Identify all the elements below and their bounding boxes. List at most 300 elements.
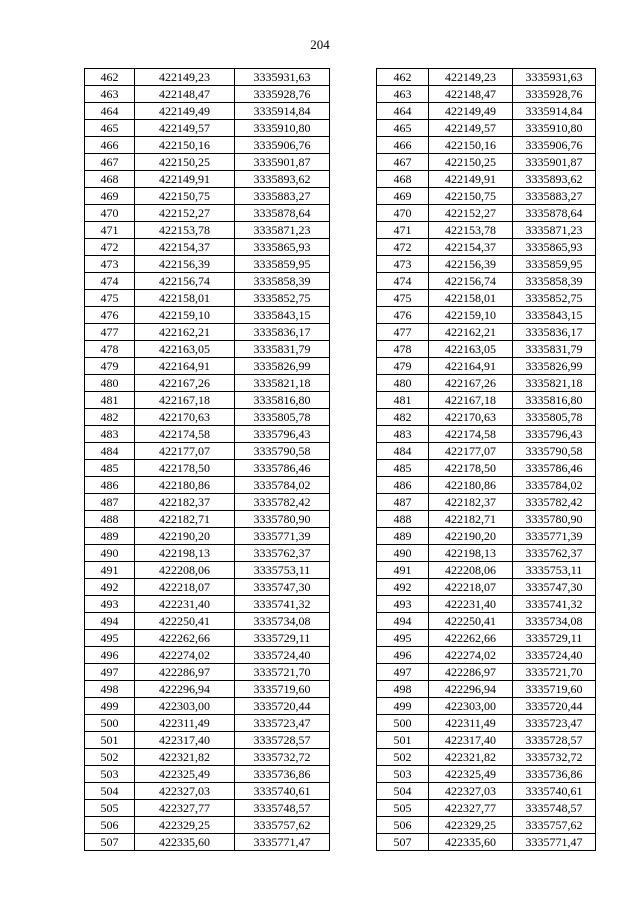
table-row — [377, 766, 596, 783]
point-number-cell: 492 — [85, 579, 135, 596]
table-row — [85, 392, 330, 409]
table-row — [85, 256, 330, 273]
y-coordinate-cell: 3335790,58 — [513, 443, 596, 460]
x-coordinate-cell: 422198,13 — [135, 545, 235, 562]
x-coordinate-cell: 422152,27 — [135, 205, 235, 222]
y-coordinate-cell: 3335757,62 — [513, 817, 596, 834]
x-coordinate-cell: 422286,97 — [135, 664, 235, 681]
table-row — [85, 426, 330, 443]
table-row — [85, 681, 330, 698]
table-row — [85, 375, 330, 392]
table-row — [85, 188, 330, 205]
point-number-cell: 491 — [85, 562, 135, 579]
y-coordinate-cell: 3335871,23 — [235, 222, 330, 239]
y-coordinate-cell: 3335723,47 — [513, 715, 596, 732]
point-number-cell: 488 — [377, 511, 429, 528]
point-number-cell: 506 — [85, 817, 135, 834]
y-coordinate-cell: 3335724,40 — [235, 647, 330, 664]
table-row — [377, 579, 596, 596]
table-row — [85, 86, 330, 103]
table-row — [377, 154, 596, 171]
x-coordinate-cell: 422164,91 — [135, 358, 235, 375]
y-coordinate-cell: 3335741,32 — [235, 596, 330, 613]
table-row — [85, 307, 330, 324]
x-coordinate-cell: 422303,00 — [429, 698, 513, 715]
point-number-cell: 478 — [85, 341, 135, 358]
x-coordinate-cell: 422335,60 — [429, 834, 513, 851]
table-row — [377, 120, 596, 137]
point-number-cell: 462 — [377, 69, 429, 86]
table-row — [377, 817, 596, 834]
point-number-cell: 499 — [85, 698, 135, 715]
table-row — [377, 664, 596, 681]
point-number-cell: 472 — [377, 239, 429, 256]
point-number-cell: 487 — [85, 494, 135, 511]
point-number-cell: 474 — [85, 273, 135, 290]
y-coordinate-cell: 3335741,32 — [513, 596, 596, 613]
x-coordinate-cell: 422167,26 — [429, 375, 513, 392]
y-coordinate-cell: 3335826,99 — [235, 358, 330, 375]
point-number-cell: 480 — [85, 375, 135, 392]
point-number-cell: 486 — [85, 477, 135, 494]
y-coordinate-cell: 3335914,84 — [513, 103, 596, 120]
point-number-cell: 465 — [377, 120, 429, 137]
point-number-cell: 504 — [377, 783, 429, 800]
point-number-cell: 492 — [377, 579, 429, 596]
table-row — [377, 86, 596, 103]
point-number-cell: 500 — [85, 715, 135, 732]
y-coordinate-cell: 3335786,46 — [235, 460, 330, 477]
y-coordinate-cell: 3335771,39 — [235, 528, 330, 545]
y-coordinate-cell: 3335901,87 — [235, 154, 330, 171]
y-coordinate-cell: 3335780,90 — [513, 511, 596, 528]
y-coordinate-cell: 3335719,60 — [235, 681, 330, 698]
x-coordinate-cell: 422170,63 — [429, 409, 513, 426]
x-coordinate-cell: 422149,57 — [135, 120, 235, 137]
point-number-cell: 499 — [377, 698, 429, 715]
point-number-cell: 503 — [377, 766, 429, 783]
x-coordinate-cell: 422250,41 — [135, 613, 235, 630]
table-row — [85, 120, 330, 137]
point-number-cell: 491 — [377, 562, 429, 579]
y-coordinate-cell: 3335721,70 — [235, 664, 330, 681]
point-number-cell: 472 — [85, 239, 135, 256]
table-row — [377, 800, 596, 817]
x-coordinate-cell: 422335,60 — [135, 834, 235, 851]
table-row — [377, 732, 596, 749]
x-coordinate-cell: 422167,18 — [429, 392, 513, 409]
table-row — [377, 545, 596, 562]
point-number-cell: 507 — [85, 834, 135, 851]
point-number-cell: 468 — [377, 171, 429, 188]
point-number-cell: 497 — [85, 664, 135, 681]
x-coordinate-cell: 422156,39 — [429, 256, 513, 273]
table-row — [377, 443, 596, 460]
x-coordinate-cell: 422208,06 — [135, 562, 235, 579]
x-coordinate-cell: 422148,47 — [135, 86, 235, 103]
x-coordinate-cell: 422274,02 — [429, 647, 513, 664]
y-coordinate-cell: 3335836,17 — [235, 324, 330, 341]
point-number-cell: 476 — [377, 307, 429, 324]
y-coordinate-cell: 3335821,18 — [235, 375, 330, 392]
point-number-cell: 471 — [85, 222, 135, 239]
table-row — [85, 69, 330, 86]
y-coordinate-cell: 3335816,80 — [235, 392, 330, 409]
table-row — [377, 290, 596, 307]
point-number-cell: 477 — [377, 324, 429, 341]
x-coordinate-cell: 422329,25 — [135, 817, 235, 834]
point-number-cell: 484 — [85, 443, 135, 460]
table-row — [377, 239, 596, 256]
table-row — [377, 528, 596, 545]
point-number-cell: 494 — [377, 613, 429, 630]
x-coordinate-cell: 422149,49 — [429, 103, 513, 120]
page-number: 204 — [310, 37, 330, 52]
point-number-cell: 490 — [377, 545, 429, 562]
y-coordinate-cell: 3335723,47 — [235, 715, 330, 732]
x-coordinate-cell: 422159,10 — [135, 307, 235, 324]
point-number-cell: 475 — [377, 290, 429, 307]
y-coordinate-cell: 3335852,75 — [235, 290, 330, 307]
x-coordinate-cell: 422286,97 — [429, 664, 513, 681]
point-number-cell: 498 — [85, 681, 135, 698]
y-coordinate-cell: 3335816,80 — [513, 392, 596, 409]
table-row — [377, 171, 596, 188]
y-coordinate-cell: 3335748,57 — [513, 800, 596, 817]
point-number-cell: 496 — [377, 647, 429, 664]
point-number-cell: 467 — [85, 154, 135, 171]
table-row — [377, 562, 596, 579]
point-number-cell: 485 — [377, 460, 429, 477]
y-coordinate-cell: 3335784,02 — [235, 477, 330, 494]
table-row — [85, 562, 330, 579]
table-row — [85, 596, 330, 613]
point-number-cell: 479 — [377, 358, 429, 375]
x-coordinate-cell: 422321,82 — [135, 749, 235, 766]
x-coordinate-cell: 422327,77 — [135, 800, 235, 817]
point-number-cell: 493 — [85, 596, 135, 613]
x-coordinate-cell: 422178,50 — [135, 460, 235, 477]
point-number-cell: 467 — [377, 154, 429, 171]
x-coordinate-cell: 422325,49 — [135, 766, 235, 783]
y-coordinate-cell: 3335805,78 — [235, 409, 330, 426]
y-coordinate-cell: 3335757,62 — [235, 817, 330, 834]
table-row — [377, 715, 596, 732]
table-row — [377, 222, 596, 239]
x-coordinate-cell: 422167,26 — [135, 375, 235, 392]
x-coordinate-cell: 422208,06 — [429, 562, 513, 579]
table-row — [85, 477, 330, 494]
table-row — [85, 732, 330, 749]
point-number-cell: 496 — [85, 647, 135, 664]
y-coordinate-cell: 3335928,76 — [513, 86, 596, 103]
table-row — [85, 834, 330, 851]
x-coordinate-cell: 422154,37 — [135, 239, 235, 256]
x-coordinate-cell: 422231,40 — [429, 596, 513, 613]
table-row — [85, 358, 330, 375]
x-coordinate-cell: 422180,86 — [135, 477, 235, 494]
x-coordinate-cell: 422180,86 — [429, 477, 513, 494]
x-coordinate-cell: 422163,05 — [135, 341, 235, 358]
point-number-cell: 464 — [377, 103, 429, 120]
table-row — [377, 358, 596, 375]
point-number-cell: 505 — [377, 800, 429, 817]
x-coordinate-cell: 422153,78 — [429, 222, 513, 239]
table-row — [85, 460, 330, 477]
x-coordinate-cell: 422325,49 — [429, 766, 513, 783]
x-coordinate-cell: 422296,94 — [135, 681, 235, 698]
x-coordinate-cell: 422218,07 — [429, 579, 513, 596]
table-row — [85, 545, 330, 562]
table-row — [85, 341, 330, 358]
y-coordinate-cell: 3335878,64 — [235, 205, 330, 222]
point-number-cell: 487 — [377, 494, 429, 511]
point-number-cell: 502 — [85, 749, 135, 766]
y-coordinate-cell: 3335753,11 — [513, 562, 596, 579]
y-coordinate-cell: 3335865,93 — [235, 239, 330, 256]
point-number-cell: 483 — [377, 426, 429, 443]
y-coordinate-cell: 3335753,11 — [235, 562, 330, 579]
x-coordinate-cell: 422329,25 — [429, 817, 513, 834]
y-coordinate-cell: 3335843,15 — [235, 307, 330, 324]
y-coordinate-cell: 3335782,42 — [235, 494, 330, 511]
table-row — [85, 222, 330, 239]
point-number-cell: 473 — [85, 256, 135, 273]
point-number-cell: 466 — [377, 137, 429, 154]
point-number-cell: 489 — [85, 528, 135, 545]
x-coordinate-cell: 422182,37 — [135, 494, 235, 511]
x-coordinate-cell: 422150,75 — [135, 188, 235, 205]
point-number-cell: 498 — [377, 681, 429, 698]
x-coordinate-cell: 422198,13 — [429, 545, 513, 562]
point-number-cell: 507 — [377, 834, 429, 851]
point-number-cell: 465 — [85, 120, 135, 137]
x-coordinate-cell: 422190,20 — [429, 528, 513, 545]
y-coordinate-cell: 3335762,37 — [513, 545, 596, 562]
table-row — [377, 103, 596, 120]
y-coordinate-cell: 3335805,78 — [513, 409, 596, 426]
y-coordinate-cell: 3335859,95 — [513, 256, 596, 273]
point-number-cell: 501 — [377, 732, 429, 749]
table-row — [377, 409, 596, 426]
y-coordinate-cell: 3335831,79 — [235, 341, 330, 358]
point-number-cell: 470 — [85, 205, 135, 222]
x-coordinate-cell: 422182,37 — [429, 494, 513, 511]
y-coordinate-cell: 3335883,27 — [513, 188, 596, 205]
table-row — [85, 800, 330, 817]
point-number-cell: 490 — [85, 545, 135, 562]
table-row — [377, 426, 596, 443]
table-row — [377, 273, 596, 290]
coordinates-table-body — [85, 69, 330, 851]
x-coordinate-cell: 422158,01 — [135, 290, 235, 307]
x-coordinate-cell: 422149,23 — [429, 69, 513, 86]
y-coordinate-cell: 3335865,93 — [513, 239, 596, 256]
y-coordinate-cell: 3335728,57 — [513, 732, 596, 749]
y-coordinate-cell: 3335931,63 — [235, 69, 330, 86]
point-number-cell: 489 — [377, 528, 429, 545]
x-coordinate-cell: 422317,40 — [429, 732, 513, 749]
x-coordinate-cell: 422296,94 — [429, 681, 513, 698]
x-coordinate-cell: 422156,74 — [135, 273, 235, 290]
point-number-cell: 466 — [85, 137, 135, 154]
y-coordinate-cell: 3335821,18 — [513, 375, 596, 392]
point-number-cell: 471 — [377, 222, 429, 239]
table-row — [377, 137, 596, 154]
table-row — [377, 647, 596, 664]
x-coordinate-cell: 422149,49 — [135, 103, 235, 120]
y-coordinate-cell: 3335729,11 — [235, 630, 330, 647]
table-row — [85, 239, 330, 256]
y-coordinate-cell: 3335724,40 — [513, 647, 596, 664]
x-coordinate-cell: 422163,05 — [429, 341, 513, 358]
table-row — [377, 69, 596, 86]
table-row — [85, 324, 330, 341]
x-coordinate-cell: 422177,07 — [429, 443, 513, 460]
y-coordinate-cell: 3335796,43 — [235, 426, 330, 443]
table-row — [85, 103, 330, 120]
x-coordinate-cell: 422250,41 — [429, 613, 513, 630]
point-number-cell: 495 — [85, 630, 135, 647]
point-number-cell: 469 — [377, 188, 429, 205]
table-row — [377, 494, 596, 511]
x-coordinate-cell: 422317,40 — [135, 732, 235, 749]
y-coordinate-cell: 3335790,58 — [235, 443, 330, 460]
point-number-cell: 486 — [377, 477, 429, 494]
x-coordinate-cell: 422162,21 — [429, 324, 513, 341]
point-number-cell: 477 — [85, 324, 135, 341]
coordinates-table-body — [377, 69, 596, 851]
table-row — [85, 783, 330, 800]
x-coordinate-cell: 422158,01 — [429, 290, 513, 307]
x-coordinate-cell: 422153,78 — [135, 222, 235, 239]
table-row — [85, 171, 330, 188]
y-coordinate-cell: 3335796,43 — [513, 426, 596, 443]
table-row — [377, 511, 596, 528]
table-row — [377, 375, 596, 392]
y-coordinate-cell: 3335732,72 — [235, 749, 330, 766]
y-coordinate-cell: 3335786,46 — [513, 460, 596, 477]
x-coordinate-cell: 422149,91 — [135, 171, 235, 188]
y-coordinate-cell: 3335893,62 — [235, 171, 330, 188]
y-coordinate-cell: 3335784,02 — [513, 477, 596, 494]
y-coordinate-cell: 3335883,27 — [235, 188, 330, 205]
point-number-cell: 464 — [85, 103, 135, 120]
x-coordinate-cell: 422327,77 — [429, 800, 513, 817]
point-number-cell: 474 — [377, 273, 429, 290]
x-coordinate-cell: 422150,75 — [429, 188, 513, 205]
x-coordinate-cell: 422150,25 — [135, 154, 235, 171]
table-row — [85, 205, 330, 222]
y-coordinate-cell: 3335734,08 — [235, 613, 330, 630]
point-number-cell: 497 — [377, 664, 429, 681]
table-row — [85, 579, 330, 596]
y-coordinate-cell: 3335871,23 — [513, 222, 596, 239]
x-coordinate-cell: 422182,71 — [429, 511, 513, 528]
table-row — [85, 494, 330, 511]
point-number-cell: 494 — [85, 613, 135, 630]
x-coordinate-cell: 422150,25 — [429, 154, 513, 171]
y-coordinate-cell: 3335906,76 — [235, 137, 330, 154]
table-row — [85, 749, 330, 766]
table-row — [377, 834, 596, 851]
x-coordinate-cell: 422231,40 — [135, 596, 235, 613]
x-coordinate-cell: 422303,00 — [135, 698, 235, 715]
table-row — [377, 392, 596, 409]
y-coordinate-cell: 3335780,90 — [235, 511, 330, 528]
y-coordinate-cell: 3335736,86 — [513, 766, 596, 783]
y-coordinate-cell: 3335748,57 — [235, 800, 330, 817]
x-coordinate-cell: 422274,02 — [135, 647, 235, 664]
point-number-cell: 503 — [85, 766, 135, 783]
point-number-cell: 501 — [85, 732, 135, 749]
point-number-cell: 483 — [85, 426, 135, 443]
table-row — [377, 596, 596, 613]
point-number-cell: 481 — [377, 392, 429, 409]
y-coordinate-cell: 3335836,17 — [513, 324, 596, 341]
y-coordinate-cell: 3335721,70 — [513, 664, 596, 681]
table-row — [85, 817, 330, 834]
x-coordinate-cell: 422167,18 — [135, 392, 235, 409]
y-coordinate-cell: 3335747,30 — [235, 579, 330, 596]
x-coordinate-cell: 422150,16 — [135, 137, 235, 154]
table-row — [85, 528, 330, 545]
y-coordinate-cell: 3335720,44 — [513, 698, 596, 715]
table-row — [85, 664, 330, 681]
x-coordinate-cell: 422170,63 — [135, 409, 235, 426]
table-row — [85, 630, 330, 647]
y-coordinate-cell: 3335914,84 — [235, 103, 330, 120]
point-number-cell: 468 — [85, 171, 135, 188]
table-row — [377, 783, 596, 800]
point-number-cell: 493 — [377, 596, 429, 613]
table-row — [377, 698, 596, 715]
point-number-cell: 502 — [377, 749, 429, 766]
y-coordinate-cell: 3335732,72 — [513, 749, 596, 766]
point-number-cell: 473 — [377, 256, 429, 273]
y-coordinate-cell: 3335771,39 — [513, 528, 596, 545]
table-row — [85, 511, 330, 528]
x-coordinate-cell: 422149,23 — [135, 69, 235, 86]
x-coordinate-cell: 422182,71 — [135, 511, 235, 528]
y-coordinate-cell: 3335859,95 — [235, 256, 330, 273]
x-coordinate-cell: 422262,66 — [429, 630, 513, 647]
table-row — [85, 698, 330, 715]
table-row — [377, 630, 596, 647]
y-coordinate-cell: 3335878,64 — [513, 205, 596, 222]
x-coordinate-cell: 422152,27 — [429, 205, 513, 222]
table-row — [85, 715, 330, 732]
point-number-cell: 482 — [85, 409, 135, 426]
table-row — [377, 341, 596, 358]
y-coordinate-cell: 3335906,76 — [513, 137, 596, 154]
coordinates-table-right — [376, 68, 596, 851]
y-coordinate-cell: 3335736,86 — [235, 766, 330, 783]
point-number-cell: 495 — [377, 630, 429, 647]
point-number-cell: 476 — [85, 307, 135, 324]
x-coordinate-cell: 422311,49 — [135, 715, 235, 732]
point-number-cell: 475 — [85, 290, 135, 307]
y-coordinate-cell: 3335719,60 — [513, 681, 596, 698]
point-number-cell: 484 — [377, 443, 429, 460]
y-coordinate-cell: 3335771,47 — [235, 834, 330, 851]
table-row — [85, 273, 330, 290]
table-row — [85, 290, 330, 307]
point-number-cell: 504 — [85, 783, 135, 800]
point-number-cell: 500 — [377, 715, 429, 732]
point-number-cell: 481 — [85, 392, 135, 409]
point-number-cell: 506 — [377, 817, 429, 834]
